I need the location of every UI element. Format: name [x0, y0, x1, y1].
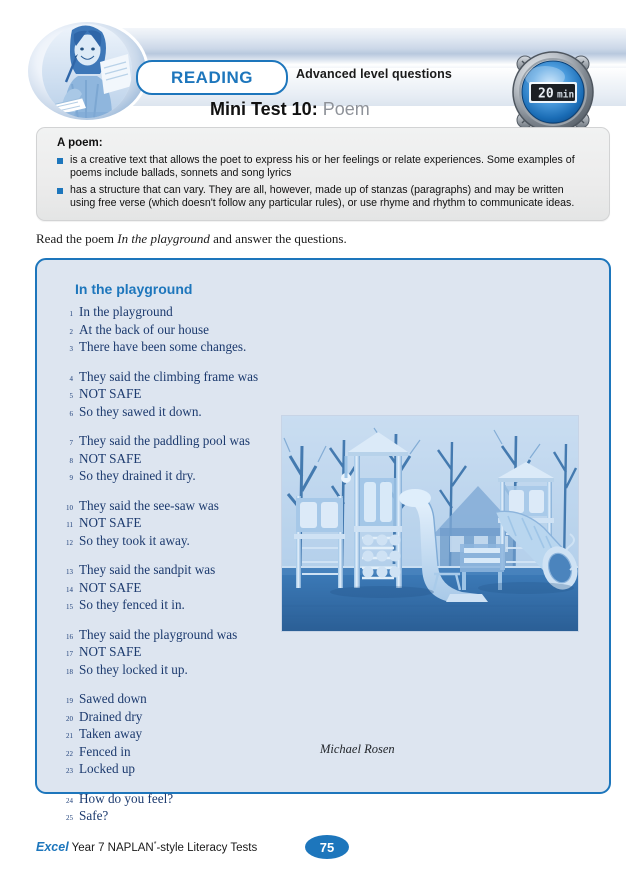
poem-line: [37, 808, 357, 826]
poem-line-number: 24: [66, 796, 73, 805]
poem-line: [37, 644, 357, 662]
student-photo-lens: [28, 22, 146, 120]
poem-line-number: 14: [66, 585, 73, 594]
definition-title: A poem:: [57, 137, 103, 149]
poem-line-number: 8: [69, 456, 73, 465]
poem-line-number: 20: [66, 714, 73, 723]
poem-line: [37, 369, 357, 387]
poem-line-number: 5: [69, 392, 73, 400]
poem-stanza: [37, 791, 357, 826]
poem-line: [37, 386, 357, 404]
footer-trademark: *: [153, 841, 157, 849]
student-studying-photo: [42, 24, 132, 118]
poem-line-number: 23: [66, 767, 73, 775]
poem-line-text: Locked up: [79, 761, 136, 776]
reading-instruction: [36, 231, 347, 247]
definition-bullet-text: has a structure that can vary. They are all, however, made up of stanzas (paragraphs) and may be written using free verse (which doesn't follow any particular rules), or use rhyme and rhythm to communicate ideas.: [70, 183, 575, 210]
bullet-square-icon: [57, 188, 63, 194]
poem-stanza: [37, 691, 357, 779]
poem-line-text: NOT SAFE: [79, 644, 142, 659]
poem-line-number: 6: [69, 409, 73, 418]
poem-line: [37, 339, 357, 357]
page-number-badge: [305, 835, 349, 859]
poem-stanza: [37, 369, 357, 422]
poem-line: [37, 691, 357, 709]
poem-line-text: NOT SAFE: [79, 450, 142, 466]
instruction-poem-title: In the playground: [117, 231, 210, 246]
definition-bullet-text: is a creative text that allows the poet to express his or her feelings or relate experiences. Some examples of poems include ballads, sonnets and song lyrics: [70, 154, 575, 180]
svg-text:20: 20: [538, 86, 554, 102]
poem-line-number: 12: [66, 538, 73, 547]
level-label: Advanced level questions: [296, 67, 452, 81]
poem-panel: [35, 258, 611, 823]
timer-badge: [505, 44, 601, 140]
poem-line-text: NOT SAFE: [79, 579, 142, 595]
test-title-type: Poem: [317, 99, 370, 119]
poem-line-text: So they sawed it down.: [79, 403, 202, 419]
subject-pill: [136, 60, 288, 95]
poem-line-text: NOT SAFE: [79, 515, 142, 530]
footer-brand: Excel: [36, 840, 69, 854]
poem-line-text: Sawed down: [79, 691, 147, 706]
poem-line-number: 11: [66, 521, 73, 529]
poem-line-number: 16: [66, 632, 73, 641]
definition-bullet: [57, 154, 591, 181]
poem-line: [37, 709, 357, 727]
bullet-square-icon: [57, 158, 63, 164]
definition-list: [57, 154, 591, 214]
poem-line-text: Fenced in: [79, 743, 131, 759]
poem-line: [37, 662, 357, 680]
definition-bullet: [57, 184, 591, 211]
poem-line-number: 22: [66, 749, 73, 758]
poem-line-number: 19: [66, 697, 73, 705]
poem-author: Michael Rosen: [320, 742, 395, 756]
poem-line-number: 3: [69, 345, 73, 353]
poem-line-text: There have been some changes.: [79, 339, 247, 354]
poem-line-text: How do you feel?: [79, 790, 174, 806]
test-title-number: Mini Test 10:: [210, 99, 318, 119]
poem-line-number: 7: [69, 439, 73, 447]
poem-line-text: They said the playground was: [79, 626, 238, 642]
poem-stanza: [37, 304, 357, 357]
poem-line-text: In the playground: [79, 304, 173, 319]
svg-text:min: min: [557, 89, 575, 101]
instruction-before: Read the poem: [36, 231, 118, 246]
poem-line-number: 13: [66, 568, 73, 576]
instruction-after: and answer the questions.: [209, 231, 347, 246]
poem-line-text: Drained dry: [79, 708, 143, 724]
poem-line-text: They said the climbing frame was: [79, 368, 259, 384]
poem-line-number: 10: [66, 503, 73, 512]
footer-series-text: [36, 840, 257, 854]
poem-line-text: Taken away: [79, 726, 143, 741]
poem-line: [37, 304, 357, 322]
test-title: [210, 99, 370, 120]
definition-box: [36, 127, 610, 221]
poem-line-number: 18: [66, 667, 73, 676]
poem-line-text: They said the paddling pool was: [79, 433, 251, 448]
poem-line-text: So they fenced it in.: [79, 597, 185, 612]
poem-line: [37, 761, 357, 779]
footer-series-after: -style Literacy Tests: [156, 842, 258, 854]
poem-line-text: So they locked it up.: [79, 661, 188, 677]
poem-line-text: At the back of our house: [79, 321, 210, 337]
poem-line: [37, 726, 357, 744]
playground-equipment-photo: [282, 416, 578, 631]
poem-line-number: 9: [69, 474, 73, 482]
poem-line: [37, 322, 357, 340]
footer-series-before: Year 7 NAPLAN: [68, 842, 154, 854]
poem-line: [37, 744, 357, 762]
poem-title: In the playground: [75, 281, 193, 297]
poem-line-number: 1: [69, 310, 73, 318]
poem-stanza: [37, 627, 357, 680]
poem-line-number: 17: [66, 650, 73, 658]
poem-line-number: 15: [66, 603, 73, 611]
poem-line-text: NOT SAFE: [79, 386, 142, 401]
poem-line-text: They said the see-saw was: [79, 497, 219, 513]
poem-line-number: 25: [66, 814, 73, 822]
poem-line-text: So they drained it dry.: [79, 468, 196, 483]
page-number: 75: [319, 839, 335, 855]
poem-line-text: So they took it away.: [79, 532, 190, 548]
poem-line-number: 2: [69, 327, 73, 336]
poem-line-number: 4: [69, 374, 73, 383]
poem-line-text: They said the sandpit was: [79, 562, 216, 577]
subject-pill-label: READING: [171, 67, 253, 87]
page-header: [0, 22, 640, 119]
poem-line-text: Safe?: [79, 808, 109, 823]
page-footer: [0, 835, 640, 865]
poem-line: [37, 791, 357, 809]
poem-line-number: 21: [66, 732, 73, 740]
